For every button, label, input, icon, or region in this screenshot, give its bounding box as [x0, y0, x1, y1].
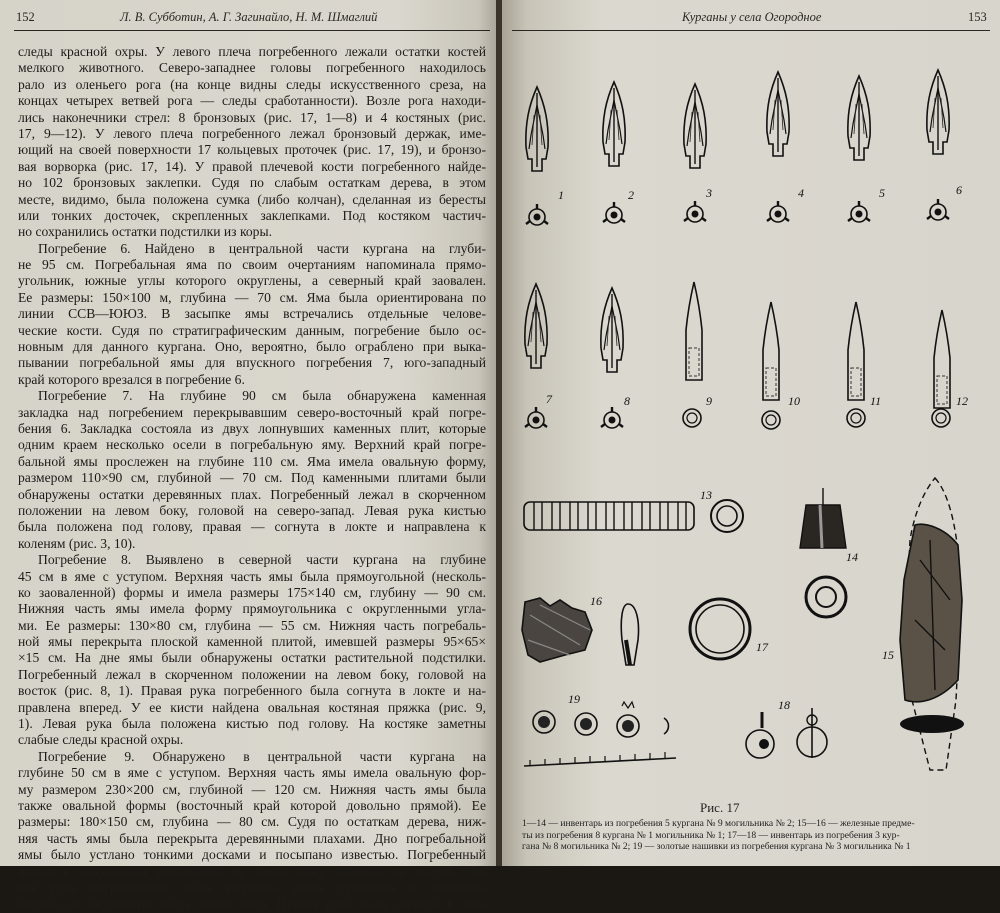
text-line: линии ССВ—ЮЮЗ. В засыпке ямы встречались отдельные человe- — [18, 306, 486, 322]
figure-label: 14 — [846, 550, 858, 564]
arrowhead-1 — [526, 87, 548, 225]
grooved-handle-13 — [524, 500, 743, 532]
text-line: была положена под голову, правая — согнута в локте и направлена к — [18, 519, 486, 535]
text-line: ми. Ее размеры: 130×80 см, глубина — 55 см. Нижняя часть погребаль- — [18, 617, 486, 633]
text-line: лись наконечники стрел: 8 бронзовых (рис. 17, 1—8) и 4 костяных (рис. — [18, 109, 486, 125]
text-line: Ее размеры: 150×100 м, глубина — 70 см. Яма была ориентирована по — [18, 289, 486, 305]
right-running-header: Курганы у села Огородное — [682, 10, 822, 24]
figure-label: 10 — [788, 394, 800, 408]
figure-label: 15 — [882, 648, 894, 662]
left-page-number: 152 — [16, 10, 35, 24]
text-line: няя часть ямы была перекрыта деревянными плахами. Дно погребальной — [18, 830, 486, 846]
bone-arrowhead-11 — [847, 302, 865, 427]
text-line: но сохранились остатки подстилки из коры. — [18, 224, 272, 240]
bone-arrowhead-10 — [762, 302, 780, 429]
figure-label: 4 — [798, 186, 804, 200]
figure-label: 5 — [879, 186, 885, 200]
text-line: Погребение 7. На глубине 90 см была обнаружена каменная — [38, 388, 486, 404]
figure-label: 18 — [778, 698, 790, 712]
figure-title: Рис. 17 — [700, 800, 740, 815]
text-line: размеры: 180×150 см, глубина — 80 см. Судя по остаткам дерева, ниж- — [18, 814, 486, 830]
arrowhead-5 — [848, 76, 870, 222]
text-line: ямы было устлано тонкими досками и посыпано известью. Погребенный — [18, 847, 486, 863]
caption-line: ты из погребения 8 кургана № 1 могильника № 1; 17—18 — инвентарь из погребения 3 кур- — [522, 829, 900, 841]
text-line: 45 см в яме с уступом. Верхняя часть ямы была прямоугольной (несколь- — [18, 568, 486, 584]
gold-appliques-19 — [524, 702, 676, 766]
bone-arrowhead-9 — [683, 282, 702, 427]
bone-arrowhead-12 — [932, 310, 950, 427]
iron-fragment-16 — [522, 598, 639, 665]
text-line: лежал в скорченном положении на левом боку, головой на восток. Ле- — [18, 863, 486, 879]
arrowhead-4 — [767, 72, 789, 222]
caption-line: 1—14 — инвентарь из погребения 5 кургана № 9 могильника № 2; 15—16 — железные предме- — [522, 818, 915, 829]
text-line: коленям (рис. 3, 10). — [18, 535, 136, 551]
text-line: закладка над погребением перекрывавшим северо-восточный край погре- — [18, 404, 486, 420]
text-line: вая рука погребенного была вытянута вдоль туловища и положена — [18, 879, 486, 895]
text-line: край которого врезался в погребение 6. — [18, 371, 245, 387]
figure-label: 1 — [558, 188, 564, 202]
text-line: рало из оленьего рога (на конце видны следы искусственного среза, на — [18, 76, 486, 92]
text-line: 1). Левая рука была положена кистью под голову. На костяке заметны — [18, 716, 486, 732]
text-line: Погребение 9. Обнаружено в центральной части кургана на — [38, 748, 486, 764]
figure-label: 7 — [546, 392, 552, 406]
text-line: Погребенный лежал в скорченном положении на левом боку, головой на — [18, 666, 486, 682]
text-line: кистью на бедренную кость левой ноги. Правая рука была согнута в лок- — [18, 896, 486, 912]
right-page-number: 153 — [968, 10, 987, 24]
text-line: Погребение 6. Найдено в центральной части кургана на глуби- — [38, 240, 486, 256]
text-line: положении на левом боку, головой на северо-запад. Левая рука кистью — [18, 502, 486, 518]
left-running-header: Л. В. Субботин, А. Г. Загинайло, Н. М. Шмаглий — [120, 10, 378, 24]
arrowhead-8 — [601, 288, 623, 428]
text-line: му размером 230×200 см, глубиной — 120 см. Нижняя часть ямы была — [18, 781, 486, 797]
text-line: глубине 50 см в яме с уступом. Верхняя часть ямы имела овальную фор- — [18, 765, 486, 781]
pendant-18 — [746, 708, 827, 758]
text-line: 17, 9—12). У левого плеча погребенного лежал бронзовый держак, име- — [18, 125, 486, 141]
text-line: пывании погребальной ямы для впускного погребения 7, юго-западный — [18, 355, 486, 371]
text-line: не 95 см. Погребальная яма по своим очертаниям напоминала прямо- — [18, 257, 486, 273]
text-line: ческие кости. Судя по стратиграфическим данным, погребение было ос- — [18, 322, 486, 338]
iron-object-15 — [900, 478, 964, 770]
text-line: правлена вперед. У ее кисти найдена овальная костяная пряжка (рис. 9, — [18, 699, 486, 715]
figure-label: 16 — [590, 594, 602, 608]
text-line: бения 6. Закладка состояла из двух лопнувших каменных плит, которые — [18, 420, 486, 436]
text-line: слабые следы красной охры. — [18, 732, 184, 748]
figure-label: 19 — [568, 692, 580, 706]
text-line: бальной ямы прослежен на глубине 110 см. Яма имела овальную форму, — [18, 453, 486, 469]
text-line: ной ямы перекрыта плоской каменной плитой, имевшей размеры 95×65× — [18, 634, 486, 650]
figure-label: 12 — [956, 394, 968, 408]
arrowhead-6 — [927, 70, 949, 220]
text-line: размером 110×90 см, глубиной — 70 см. Под каменными плитами были — [18, 470, 486, 486]
text-line: ×15 см. На дне ямы были обнаружены остатки растительной подстилки. — [18, 650, 486, 666]
figure-label: 6 — [956, 183, 962, 197]
text-line: Нижняя часть ямы имела форму прямоугольника с округленными угла- — [18, 601, 486, 617]
arrowhead-7 — [525, 284, 547, 428]
text-line: концах четырех ветвей рога — следы сработанности). Возле рога находи- — [18, 93, 486, 109]
text-line: обнаружены остатки деревянных плах. Погребенный лежал в скорченном — [18, 486, 486, 502]
text-line: одним краем несколько осели в погребальную яму. Верхний край погре- — [18, 437, 486, 453]
text-line: восток (рис. 8, 1). Правая рука погребенного была согнута в локте и на- — [18, 683, 486, 699]
text-line: также овальной формы (восточный край которой довольно прямой). Ее — [18, 797, 486, 813]
text-line: угольник, южные углы которого округлены, а северный край заовален. — [18, 273, 486, 289]
text-line: или тонких досточек, скрепленных заклепками. Под костяком частич- — [18, 207, 486, 223]
text-line: месте, видимо, была положена сумка (либо колчан), сделанная из бересты — [18, 191, 486, 207]
figure-caption — [522, 818, 984, 853]
text-line: мелкого животного. Северо-западнее головы погребенного находилось — [18, 60, 486, 76]
figure-label: 17 — [756, 640, 768, 654]
text-line: Погребение 8. Выявлено в северной части кургана на глубине — [38, 552, 486, 568]
figure-label: 11 — [870, 394, 882, 408]
figure-label: 2 — [628, 188, 634, 202]
text-line: ющий на своей поверхности 17 кольцевых проточек (рис. 17, 19), и бронзо- — [18, 142, 486, 158]
arrowhead-3 — [684, 84, 706, 222]
caption-line: гана № 8 могильника № 2; 19 — золотые нашивки из погребения кургана № 3 могильника № 1 — [522, 841, 911, 853]
bead-14 — [800, 488, 846, 617]
text-line: следы красной охры. У левого плеча погребенного лежали остатки костей — [18, 44, 486, 59]
arrowhead-2 — [603, 82, 625, 223]
figure-label: 8 — [624, 394, 630, 408]
figure-label: 13 — [700, 488, 712, 502]
ring-17 — [690, 599, 750, 659]
text-line: но 102 бронзовых заклепки. Судя по слабым остаткам дерева, в этом — [18, 175, 486, 191]
text-line: ко заовaленной) формы и имела размеры 175×140 см, глубину — 90 см. — [18, 584, 486, 600]
text-line: вая ворворка (рис. 17, 14). У правой плечевой кости погребенного найде- — [18, 158, 486, 174]
figure-label: 3 — [706, 186, 712, 200]
figure-label: 9 — [706, 394, 712, 408]
text-line: новным для данного кургана. Оно, вероятно, было ограблено при выка- — [18, 339, 486, 355]
